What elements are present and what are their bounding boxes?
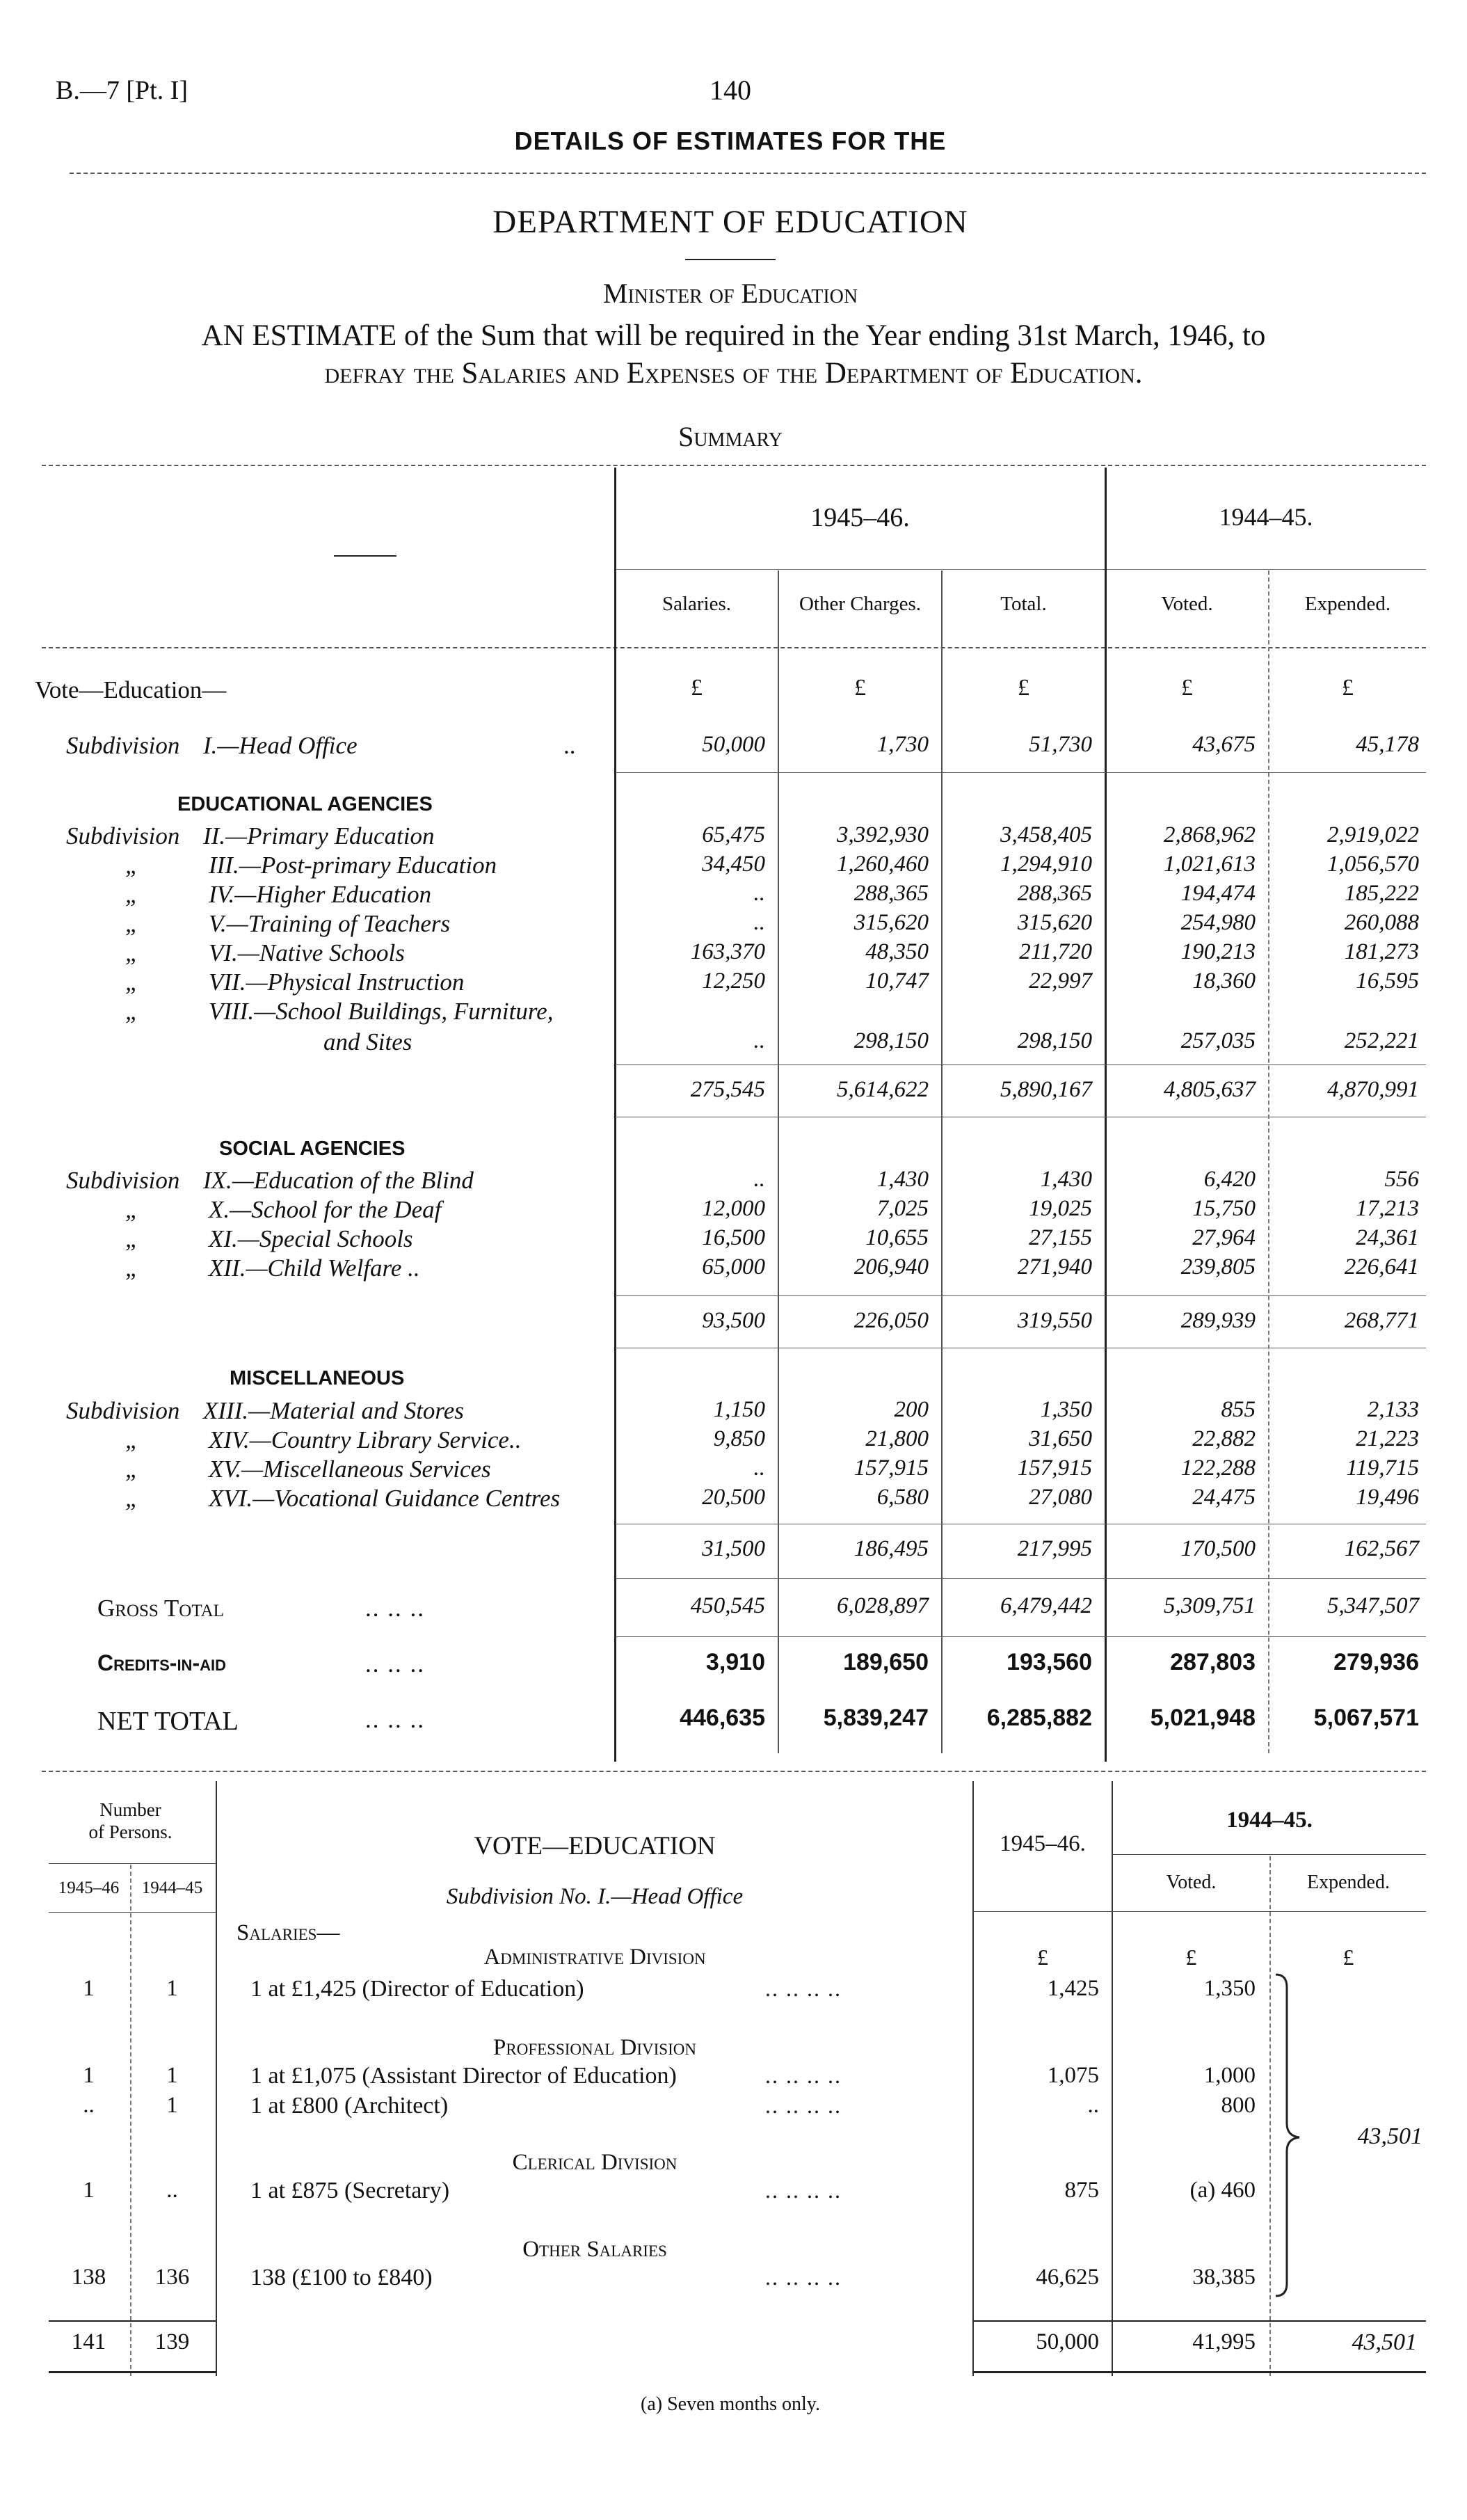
table-cell: 279,936: [1333, 1649, 1419, 1675]
bottom-rule: [972, 2371, 1426, 2373]
table-cell: 288,365: [1017, 881, 1092, 906]
detail-expended-header: Expended.: [1307, 1872, 1390, 1893]
table-cell: 186,495: [853, 1536, 929, 1561]
table-cell: 193,560: [1007, 1649, 1092, 1675]
table-cell: 257,035: [1180, 1028, 1256, 1053]
table-cell: 12,250: [702, 968, 765, 994]
table-cell: 2,133: [1367, 1397, 1419, 1422]
table-cell: 65,475: [702, 822, 765, 847]
header-sub-rule: [616, 569, 1426, 570]
ditto-mark: „: [125, 1254, 139, 1282]
table-cell: 27,964: [1192, 1225, 1256, 1250]
table-cell: 206,940: [853, 1254, 929, 1279]
table-top-rule: [42, 465, 1426, 466]
divider: [70, 173, 1426, 174]
leader-dots: .. .. .. ..: [765, 1976, 842, 2001]
estimate-value: 46,625: [1036, 2265, 1099, 2290]
ditto-mark: „: [125, 939, 139, 966]
professional-division-heading: Professional Division: [493, 2035, 696, 2060]
table-cell: 288,365: [853, 881, 929, 906]
table-cell: 22,882: [1192, 1426, 1256, 1451]
table-cell: 450,545: [690, 1593, 765, 1618]
pound-sign: £: [1037, 1945, 1048, 1970]
row-label: VII.—Physical Instruction: [209, 968, 465, 996]
expended-bracket-value: 43,501: [1357, 2123, 1422, 2149]
row-label: XIV.—Country Library Service..: [209, 1426, 522, 1453]
table-cell: 217,995: [1017, 1536, 1092, 1561]
table-cell: 19,025: [1029, 1196, 1092, 1221]
subtotal-rule: [616, 1064, 1426, 1065]
table-cell: 254,980: [1180, 910, 1256, 935]
row-label: XI.—Special Schools: [209, 1225, 413, 1252]
salary-description: 138 (£100 to £840): [250, 2265, 433, 2290]
table-cell: 239,805: [1180, 1254, 1256, 1279]
persons-1944-45: ..: [166, 2178, 178, 2203]
ditto-mark: „: [125, 968, 139, 996]
subdivision-title: Subdivision No. I.—Head Office: [446, 1884, 744, 1909]
table-cell: 185,222: [1344, 881, 1419, 906]
ditto-mark: „: [125, 998, 139, 1025]
salaries-label: Salaries—: [237, 1920, 340, 1945]
ditto-mark: „: [125, 1426, 139, 1453]
table-cell: 5,347,507: [1327, 1593, 1419, 1618]
subdivision-word: Subdivision: [66, 822, 180, 850]
table-cell: 4,870,991: [1327, 1077, 1419, 1102]
table-cell: 24,475: [1192, 1485, 1256, 1510]
row-label: XVI.—Vocational Guidance Centres: [209, 1485, 561, 1512]
table-cell: 157,915: [1017, 1456, 1092, 1481]
total-rule: [49, 2320, 216, 2322]
detail-voted-header: Voted.: [1166, 1872, 1217, 1893]
table-cell: ..: [753, 881, 765, 906]
leader-dots: .. .. .. ..: [765, 2063, 842, 2088]
table-cell: 4,805,637: [1164, 1077, 1256, 1102]
table-cell: 93,500: [702, 1308, 765, 1333]
table-cell: 51,730: [1029, 732, 1092, 757]
table-cell: 556: [1384, 1167, 1419, 1192]
net-total-label: NET TOTAL: [97, 1707, 239, 1736]
table-cell: 6,580: [876, 1485, 929, 1510]
persons-1944-45: 1: [166, 2063, 178, 2088]
table-cell: 5,890,167: [1000, 1077, 1092, 1102]
table-cell: 20,500: [702, 1485, 765, 1510]
table-cell: 226,641: [1344, 1254, 1419, 1279]
estimate-value: 875: [1064, 2178, 1099, 2203]
pound-sign: £: [1181, 675, 1193, 701]
details-heading: DETAILS OF ESTIMATES FOR THE: [514, 127, 947, 155]
voted-value: 1,000: [1203, 2063, 1256, 2088]
table-cell: 45,178: [1356, 732, 1419, 757]
estimate-value: 1,075: [1047, 2063, 1099, 2088]
detail-year-1944-45: 1944–45.: [1226, 1808, 1313, 1833]
table-cell: ..: [753, 1456, 765, 1481]
clerical-division-heading: Clerical Division: [512, 2150, 678, 2175]
table-cell: 2,868,962: [1164, 822, 1256, 847]
persons-1945-46: 1: [83, 2063, 95, 2088]
section-heading-social: SOCIAL AGENCIES: [219, 1138, 406, 1160]
page-number: 140: [710, 74, 751, 106]
persons-1945-46: 1: [83, 1976, 95, 2001]
table-cell: 43,675: [1192, 732, 1256, 757]
table-cell: 189,650: [843, 1649, 929, 1675]
subdivision-word: Subdivision: [66, 732, 180, 759]
salary-description: 1 at £800 (Architect): [250, 2093, 449, 2119]
header-bottom-rule: [972, 1911, 1426, 1912]
column-rule: [1105, 468, 1107, 1762]
table-cell: 162,567: [1344, 1536, 1419, 1561]
persons-header-rule: [49, 1863, 216, 1864]
voted-value: 38,385: [1192, 2265, 1256, 2290]
col-voted-header: Voted.: [1161, 593, 1213, 615]
table-cell: 163,370: [690, 939, 765, 964]
table-cell: 50,000: [702, 732, 765, 757]
table-cell: 271,940: [1017, 1254, 1092, 1279]
total-expended: 43,501: [1352, 2329, 1417, 2355]
ditto-mark: „: [125, 1485, 139, 1512]
pound-sign: £: [691, 675, 703, 701]
pound-sign: £: [1185, 1945, 1197, 1970]
table-cell: 16,500: [702, 1225, 765, 1250]
col-total-header: Total.: [1000, 593, 1047, 615]
stub-dash: [334, 555, 396, 557]
header-bottom-rule: [42, 647, 1426, 648]
salary-description: 1 at £1,075 (Assistant Director of Education): [250, 2063, 677, 2089]
table-cell: 319,550: [1017, 1308, 1092, 1333]
table-cell: 1,294,910: [1000, 852, 1092, 877]
row-label: X.—School for the Deaf: [209, 1196, 442, 1223]
table-cell: 5,614,622: [837, 1077, 929, 1102]
section-heading-miscellaneous: MISCELLANEOUS: [230, 1367, 405, 1389]
row-label: VI.—Native Schools: [209, 939, 405, 966]
row-label: I.—Head Office: [203, 732, 358, 759]
persons-header-rule: [49, 1912, 216, 1913]
table-cell: 22,997: [1029, 968, 1092, 994]
leader-dots: .. .. ..: [365, 1595, 425, 1622]
table-cell: 16,595: [1356, 968, 1419, 994]
row-label: II.—Primary Education: [203, 822, 435, 850]
table-cell: 855: [1221, 1397, 1256, 1422]
table-cell: 5,067,571: [1313, 1705, 1419, 1731]
column-rule: [614, 468, 616, 1762]
row-label-continued: and Sites: [323, 1028, 412, 1055]
table-cell: 17,213: [1356, 1196, 1419, 1221]
other-salaries-heading: Other Salaries: [522, 2237, 667, 2262]
table-cell: 5,309,751: [1164, 1593, 1256, 1618]
table-cell: 287,803: [1170, 1649, 1256, 1675]
ditto-mark: „: [125, 910, 139, 937]
table-cell: 3,910: [705, 1649, 765, 1675]
column-rule: [130, 1865, 131, 2376]
subdivision-word: Subdivision: [66, 1167, 180, 1194]
table-cell: ..: [753, 910, 765, 935]
table-cell: 122,288: [1180, 1456, 1256, 1481]
column-rule: [216, 1781, 217, 2376]
subtotal-rule: [616, 1578, 1426, 1579]
table-cell: 315,620: [1017, 910, 1092, 935]
ditto-mark: „: [125, 1225, 139, 1252]
pound-sign: £: [1342, 675, 1354, 701]
table-cell: 2,919,022: [1327, 822, 1419, 847]
table-cell: 48,350: [865, 939, 929, 964]
table-cell: 12,000: [702, 1196, 765, 1221]
table-cell: 7,025: [876, 1196, 929, 1221]
table-cell: 119,715: [1346, 1456, 1419, 1481]
table-cell: 170,500: [1180, 1536, 1256, 1561]
row-label: IX.—Education of the Blind: [203, 1167, 474, 1194]
table-cell: 298,150: [853, 1028, 929, 1053]
row-label: III.—Post-primary Education: [209, 852, 497, 879]
total-voted: 41,995: [1192, 2329, 1256, 2354]
table-cell: 5,839,247: [823, 1705, 929, 1731]
table-cell: 21,800: [865, 1426, 929, 1451]
table-cell: 1,730: [876, 732, 929, 757]
salary-description: 1 at £1,425 (Director of Education): [250, 1976, 584, 2002]
persons-header: [56, 1799, 205, 1844]
col-expended-header: Expended.: [1304, 593, 1391, 615]
year-1944-45-header: 1944–45.: [1219, 503, 1313, 531]
table-cell: 34,450: [702, 852, 765, 877]
table-cell: 1,150: [713, 1397, 765, 1422]
detail-year-1945-46: 1945–46.: [1000, 1831, 1086, 1856]
pound-sign: £: [1018, 675, 1029, 701]
table-cell: 260,088: [1344, 910, 1419, 935]
table-cell: 31,650: [1029, 1426, 1092, 1451]
estimate-value: ..: [1087, 2093, 1099, 2118]
table-cell: 1,056,570: [1327, 852, 1419, 877]
header-sub-rule: [1112, 1854, 1426, 1855]
table-cell: 275,545: [690, 1077, 765, 1102]
table-cell: 226,050: [853, 1308, 929, 1333]
table-cell: 268,771: [1344, 1308, 1419, 1333]
estimate-statement-line1: AN ESTIMATE of the Sum that will be required in the Year ending 31st March, 1946, to: [201, 319, 1266, 352]
ditto-mark: „: [125, 1456, 139, 1483]
total-persons-1944-45: 139: [154, 2329, 190, 2354]
row-label: XIII.—Material and Stores: [203, 1397, 464, 1424]
year-1945-46-header: 1945–46.: [810, 503, 910, 532]
minister-heading: Minister of Education: [602, 278, 858, 309]
section-heading-educational: EDUCATIONAL AGENCIES: [177, 793, 433, 815]
table-cell: 15,750: [1192, 1196, 1256, 1221]
divider: [685, 259, 776, 260]
voted-value: 1,350: [1203, 1976, 1256, 2001]
table-cell: 10,747: [865, 968, 929, 994]
ditto-mark: „: [125, 852, 139, 879]
column-rule: [1269, 1856, 1271, 2376]
table-cell: 211,720: [1019, 939, 1092, 964]
table-cell: 65,000: [702, 1254, 765, 1279]
table-cell: 289,939: [1180, 1308, 1256, 1333]
persons-header-line1: Number: [99, 1799, 161, 1820]
table-cell: 27,155: [1029, 1225, 1092, 1250]
table-cell: 298,150: [1017, 1028, 1092, 1053]
row-label: VIII.—School Buildings, Furniture,: [209, 998, 554, 1025]
leader-dots: .. .. .. ..: [765, 2093, 842, 2118]
table-cell: 157,915: [853, 1456, 929, 1481]
leader-dots: ..: [563, 732, 576, 759]
table-cell: 21,223: [1356, 1426, 1419, 1451]
table-cell: 6,285,882: [986, 1705, 1092, 1731]
leader-dots: .. .. ..: [365, 1650, 425, 1677]
row-label: XV.—Miscellaneous Services: [209, 1456, 491, 1483]
document-reference: B.—7 [Pt. I]: [56, 76, 188, 105]
vote-education-title: VOTE—EDUCATION: [474, 1832, 716, 1860]
credits-in-aid-label: Credits-in-aid: [97, 1650, 226, 1675]
row-label: IV.—Higher Education: [209, 881, 432, 908]
table-cell: ..: [753, 1028, 765, 1053]
table-cell: 1,260,460: [837, 852, 929, 877]
table-cell: 31,500: [702, 1536, 765, 1561]
table-cell: 1,021,613: [1164, 852, 1256, 877]
table-cell: 190,213: [1180, 939, 1256, 964]
table-cell: 6,028,897: [837, 1593, 929, 1618]
table-cell: 27,080: [1029, 1485, 1092, 1510]
table-cell: 19,496: [1356, 1485, 1419, 1510]
voted-value: 800: [1221, 2093, 1256, 2118]
department-title: DEPARTMENT OF EDUCATION: [492, 204, 968, 240]
table-cell: 18,360: [1192, 968, 1256, 994]
col-other-charges-header: Other Charges.: [799, 593, 922, 615]
table-cell: 181,273: [1344, 939, 1419, 964]
leader-dots: .. .. ..: [365, 1706, 425, 1733]
vote-label: Vote—Education—: [35, 676, 227, 703]
table-cell: ..: [753, 1167, 765, 1192]
ditto-mark: „: [125, 1196, 139, 1223]
estimate-statement-line2: defray the Salaries and Expenses of the Department of Education.: [324, 357, 1143, 390]
persons-1945-46: 1: [83, 2178, 95, 2203]
pound-sign: £: [854, 675, 866, 701]
persons-1944-45: 1: [166, 2093, 178, 2118]
pound-sign: £: [1342, 1945, 1354, 1970]
total-persons-1945-46: 141: [71, 2329, 106, 2354]
col-salaries-header: Salaries.: [662, 593, 732, 615]
table-cell: 315,620: [853, 910, 929, 935]
subdivision-word: Subdivision: [66, 1397, 180, 1424]
persons-1945-46: ..: [83, 2093, 95, 2118]
table-cell: 9,850: [713, 1426, 765, 1451]
table-cell: 3,392,930: [837, 822, 929, 847]
gross-total-label: Gross Total: [97, 1595, 224, 1622]
persons-1944-45: 136: [154, 2265, 190, 2290]
table-cell: 6,479,442: [1000, 1593, 1092, 1618]
leader-dots: .. .. .. ..: [765, 2178, 842, 2203]
leader-dots: .. .. .. ..: [765, 2265, 842, 2290]
administrative-division-heading: Administrative Division: [483, 1945, 706, 1970]
summary-heading: Summary: [678, 421, 783, 452]
total-rule: [972, 2320, 1426, 2322]
ditto-mark: „: [125, 881, 139, 908]
persons-header-line2: of Persons.: [88, 1821, 173, 1843]
persons-col-1945-46: 1945–46: [58, 1879, 120, 1897]
table-cell: 5,021,948: [1150, 1705, 1256, 1731]
persons-1944-45: 1: [166, 1976, 178, 2001]
table-cell: 6,420: [1203, 1167, 1256, 1192]
voted-value: (a) 460: [1189, 2178, 1256, 2203]
table-cell: 194,474: [1180, 881, 1256, 906]
row-label: V.—Training of Teachers: [209, 910, 451, 937]
estimate-value: 1,425: [1047, 1976, 1099, 2001]
footnote: (a) Seven months only.: [641, 2393, 820, 2415]
table-cell: 200: [894, 1397, 929, 1422]
subtotal-rule: [616, 1636, 1426, 1637]
row-label: XII.—Child Welfare ..: [209, 1254, 420, 1282]
table-cell: 24,361: [1356, 1225, 1419, 1250]
table-cell: 252,221: [1344, 1028, 1419, 1053]
subtotal-rule: [616, 1295, 1426, 1296]
salary-description: 1 at £875 (Secretary): [250, 2178, 450, 2203]
bottom-rule: [49, 2371, 216, 2373]
persons-col-1944-45: 1944–45: [141, 1879, 203, 1897]
table-cell: 10,655: [865, 1225, 929, 1250]
total-estimate: 50,000: [1036, 2329, 1099, 2354]
persons-1945-46: 138: [71, 2265, 106, 2290]
table-cell: 3,458,405: [1000, 822, 1092, 847]
table-cell: 1,430: [1040, 1167, 1092, 1192]
table-cell: 1,430: [876, 1167, 929, 1192]
table-top-rule: [42, 1771, 1426, 1772]
table-cell: 446,635: [680, 1705, 765, 1731]
table-cell: 1,350: [1040, 1397, 1092, 1422]
subtotal-rule: [616, 772, 1426, 773]
